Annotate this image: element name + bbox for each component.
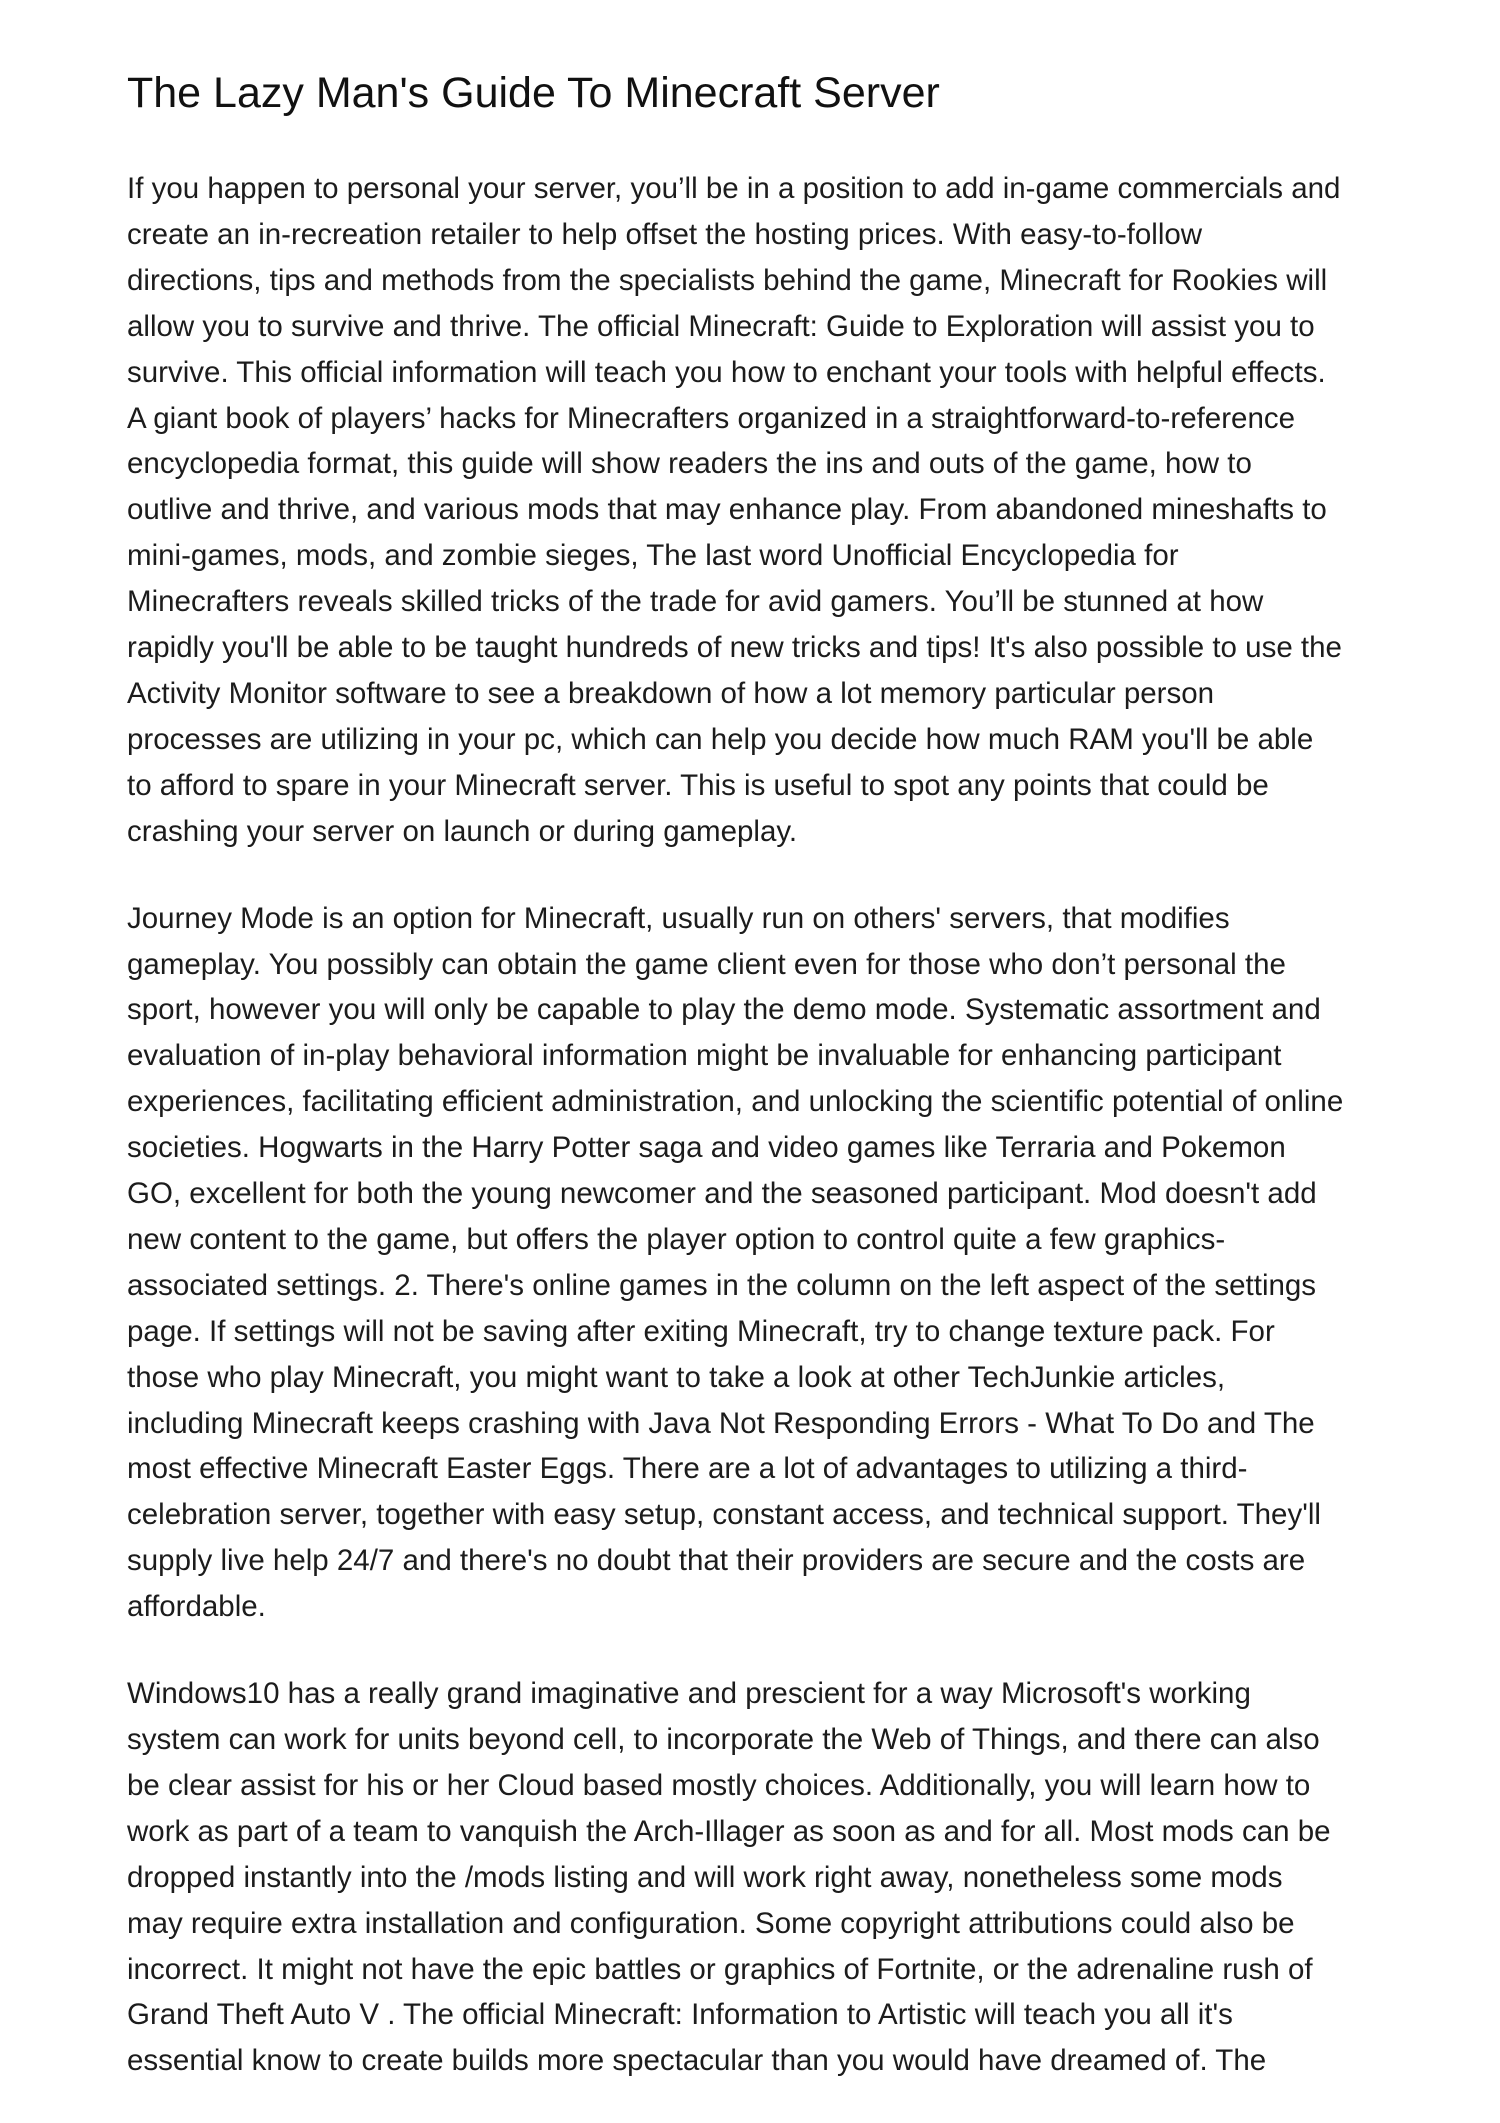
paragraph-line: Journey Mode is an option for Minecraft, usually run on others' servers, that modifies <box>127 901 1230 935</box>
paragraph-line: evaluation of in-play behavioral information might be invaluable for enhancing participant <box>127 1039 1282 1073</box>
paragraph-line: If you happen to personal your server, you’ll be in a position to add in-game commercials and <box>127 172 1341 205</box>
paragraph-line: essential know to create builds more spectacular than you would have dreamed of. The <box>127 2044 1267 2078</box>
paragraph-line: GO, excellent for both the young newcomer and the seasoned participant. Mod doesn't add <box>127 1177 1317 1211</box>
paragraph-line: new content to the game, but offers the player option to control quite a few graphics- <box>127 1222 1226 1256</box>
paragraph-line: system can work for units beyond cell, to incorporate the Web of Things, and there can also <box>127 1723 1320 1756</box>
paragraph-line: Windows10 has a really grand imaginative and prescient for a way Microsoft's working <box>127 1677 1251 1711</box>
paragraph-line: those who play Minecraft, you might want to take a look at other TechJunkie articles, <box>127 1360 1226 1394</box>
paragraph <box>127 166 1393 855</box>
paragraph-line: dropped instantly into the /mods listing and will work right away, nonetheless some mods <box>127 1860 1283 1894</box>
paragraph-line: celebration server, together with easy setup, constant access, and technical support. They'll <box>127 1498 1321 1532</box>
paragraph-line: societies. Hogwarts in the Harry Potter saga and video games like Terraria and Pokemon <box>127 1131 1286 1165</box>
paragraph <box>127 896 1393 1631</box>
paragraph-line: encyclopedia format, this guide will show readers the ins and outs of the game, how to <box>127 447 1252 481</box>
paragraph-line: experiences, facilitating efficient administration, and unlocking the scientific potential of online <box>127 1085 1344 1119</box>
paragraph-line: associated settings. 2. There's online games in the column on the left aspect of the settings <box>127 1268 1317 1302</box>
paragraph-line: incorrect. It might not have the epic battles or graphics of Fortnite, or the adrenaline rush of <box>127 1952 1313 1986</box>
paragraph-line: gameplay. You possibly can obtain the game client even for those who don’t personal the <box>127 947 1286 981</box>
paragraph-line: A giant book of players’ hacks for Minecrafters organized in a straightforward-to-reference <box>127 401 1296 435</box>
paragraph-line: Minecrafters reveals skilled tricks of the trade for avid gamers. You’ll be stunned at how <box>127 585 1264 619</box>
paragraph-line: outlive and thrive, and various mods that may enhance play. From abandoned mineshafts to <box>127 493 1327 527</box>
paragraph-line: work as part of a team to vanquish the Arch-Illager as soon as and for all. Most mods can be <box>127 1814 1331 1848</box>
paragraph <box>127 1671 1393 2084</box>
paragraph-line: rapidly you'll be able to be taught hundreds of new tricks and tips! It's also possible to use the <box>127 631 1342 665</box>
paragraph-line: to afford to spare in your Minecraft server. This is useful to spot any points that could be <box>127 768 1269 802</box>
paragraph-line: Activity Monitor software to see a breakdown of how a lot memory particular person <box>127 676 1215 710</box>
paragraph-line: create an in-recreation retailer to help offset the hosting prices. With easy-to-follow <box>127 217 1203 251</box>
paragraph-line: processes are utilizing in your pc, which can help you decide how much RAM you'll be able <box>127 722 1314 756</box>
paragraph-line: affordable. <box>127 1590 266 1624</box>
paragraph-line: including Minecraft keeps crashing with Java Not Responding Errors - What To Do and The <box>127 1406 1315 1440</box>
document-page <box>127 60 1393 2084</box>
paragraph-line: sport, however you will only be capable to play the demo mode. Systematic assortment and <box>127 993 1321 1027</box>
paragraph-line: crashing your server on launch or during gameplay. <box>127 814 798 848</box>
paragraph-line: allow you to survive and thrive. The official Minecraft: Guide to Exploration will assist you to <box>127 309 1315 343</box>
paragraph-line: be clear assist for his or her Cloud based mostly choices. Additionally, you will learn how to <box>127 1768 1311 1802</box>
paragraph-line: Grand Theft Auto V . The official Minecraft: Information to Artistic will teach you all it's <box>127 1998 1233 2032</box>
paragraph-line: mini-games, mods, and zombie sieges, The last word Unofficial Encyclopedia for <box>127 539 1179 573</box>
paragraph-line: most effective Minecraft Easter Eggs. There are a lot of advantages to utilizing a third- <box>127 1452 1248 1486</box>
paragraph-line: supply live help 24/7 and there's no doubt that their providers are secure and the costs are <box>127 1544 1306 1578</box>
paragraph-line: directions, tips and methods from the specialists behind the game, Minecraft for Rookies will <box>127 263 1328 297</box>
paragraph-line: page. If settings will not be saving after exiting Minecraft, try to change texture pack. For <box>127 1314 1275 1348</box>
page-title: The Lazy Man's Guide To Minecraft Server <box>127 69 940 117</box>
paragraph-line: survive. This official information will teach you how to enchant your tools with helpful effects. <box>127 355 1326 389</box>
paragraph-line: may require extra installation and configuration. Some copyright attributions could also be <box>127 1906 1295 1940</box>
